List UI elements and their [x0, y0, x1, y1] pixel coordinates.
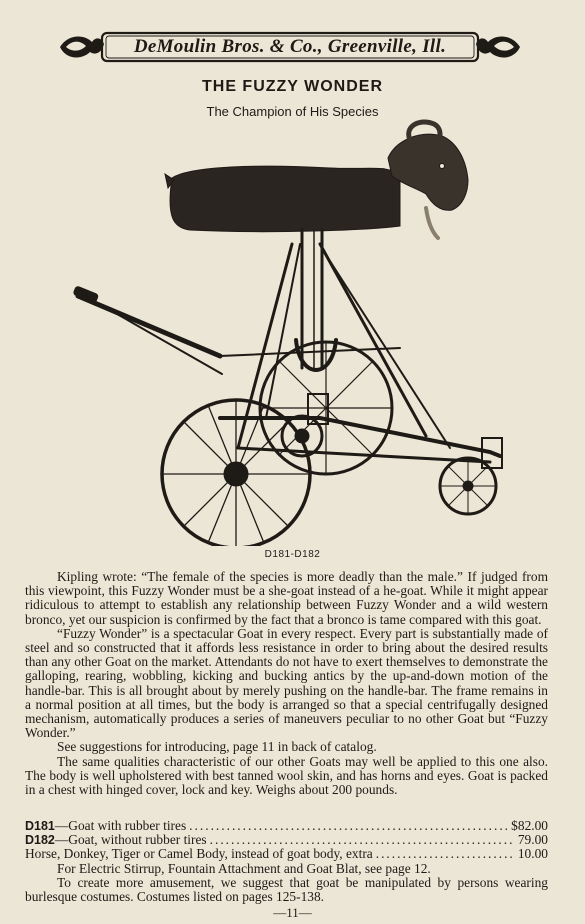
product-price: 10.00: [517, 846, 548, 862]
paragraph-spectacular: “Fuzzy Wonder” is a spectacular Goat in every respect. Every part is substantially made of steel and so constructed that it affords less resistance in order to bring about the desired results than any other Goat on the market. Attendants do not have to exert themselves to demonstrate the galloping, rearing, wobbling, kicking and bucking antics by the up-and-down motion of the handle-bar. This is all brought about by merely pushing on the handle-bar. The frame remains in a normal position at all times, but the body is arranged so that a special centrifugally designed mechanism, automatically produces a series of maneuvers peculiar to no other Goat but “Fuzzy Wonder.”: [25, 625, 548, 741]
banner-text: DeMoulin Bros. & Co., Greenville, Ill.: [133, 36, 447, 57]
leader-dots: [189, 819, 508, 833]
goat-body: [170, 166, 400, 232]
product-label: —Goat with rubber tires: [54, 818, 187, 833]
product-label: Horse, Donkey, Tiger or Camel Body, instead of goat body, extra: [25, 846, 373, 862]
product-label: —Goat, without rubber tires: [54, 832, 207, 848]
notes: [25, 862, 548, 905]
product-code: D182: [25, 833, 55, 848]
price-row-d181: [25, 819, 548, 833]
figure-caption: D181-D182: [264, 549, 321, 560]
price-row-body-extra: [25, 847, 548, 861]
product-price: 79.00: [517, 832, 548, 848]
product-price: $82.00: [511, 818, 548, 833]
note-costumes: To create more amusement, we suggest that goat be manipulated by persons wearing burlesque costumes. Costumes listed on pages 125-138.: [25, 874, 548, 905]
paragraph-suggestions: See suggestions for introducing, page 11 in back of catalog.: [57, 739, 377, 755]
goat-machine-illustration: [70, 118, 520, 551]
description-text: [25, 570, 548, 797]
paragraph-kipling: Kipling wrote: “The female of the species is more deadly than the male.” If judged from this viewpoint, this Fuzzy Wonder must be a she-goat instead of a he-goat. While it might appear ridiculous to attempt to establish any relationship between Fuzzy Wonder and a wild western bronco, yet our suspicion is confirmed by the fact that a bronco is tame compared with this goat.: [25, 569, 548, 627]
product-code: D181: [25, 819, 55, 833]
page-number: —11—: [273, 905, 312, 920]
goat-machine-drawing: [70, 118, 520, 546]
header-banner: [58, 30, 522, 64]
paragraph-qualities: The same qualities characteristic of our other Goats may well be applied to this one also. The body is well upholstered with best tanned wool skin, and has horns and eyes. Goat is packed in a chest with hinged cover, lock and key. Weighs about 200 pounds.: [25, 753, 548, 798]
note-electric-stirrup: For Electric Stirrup, Fountain Attachment and Goat Blat, see page 12.: [57, 860, 431, 876]
price-list: [25, 819, 548, 904]
leader-dots: [376, 847, 515, 861]
page-title: THE FUZZY WONDER: [201, 78, 384, 95]
price-row-d182: [25, 833, 548, 847]
leader-dots: [210, 833, 515, 847]
page-subtitle: The Champion of His Species: [206, 104, 379, 119]
